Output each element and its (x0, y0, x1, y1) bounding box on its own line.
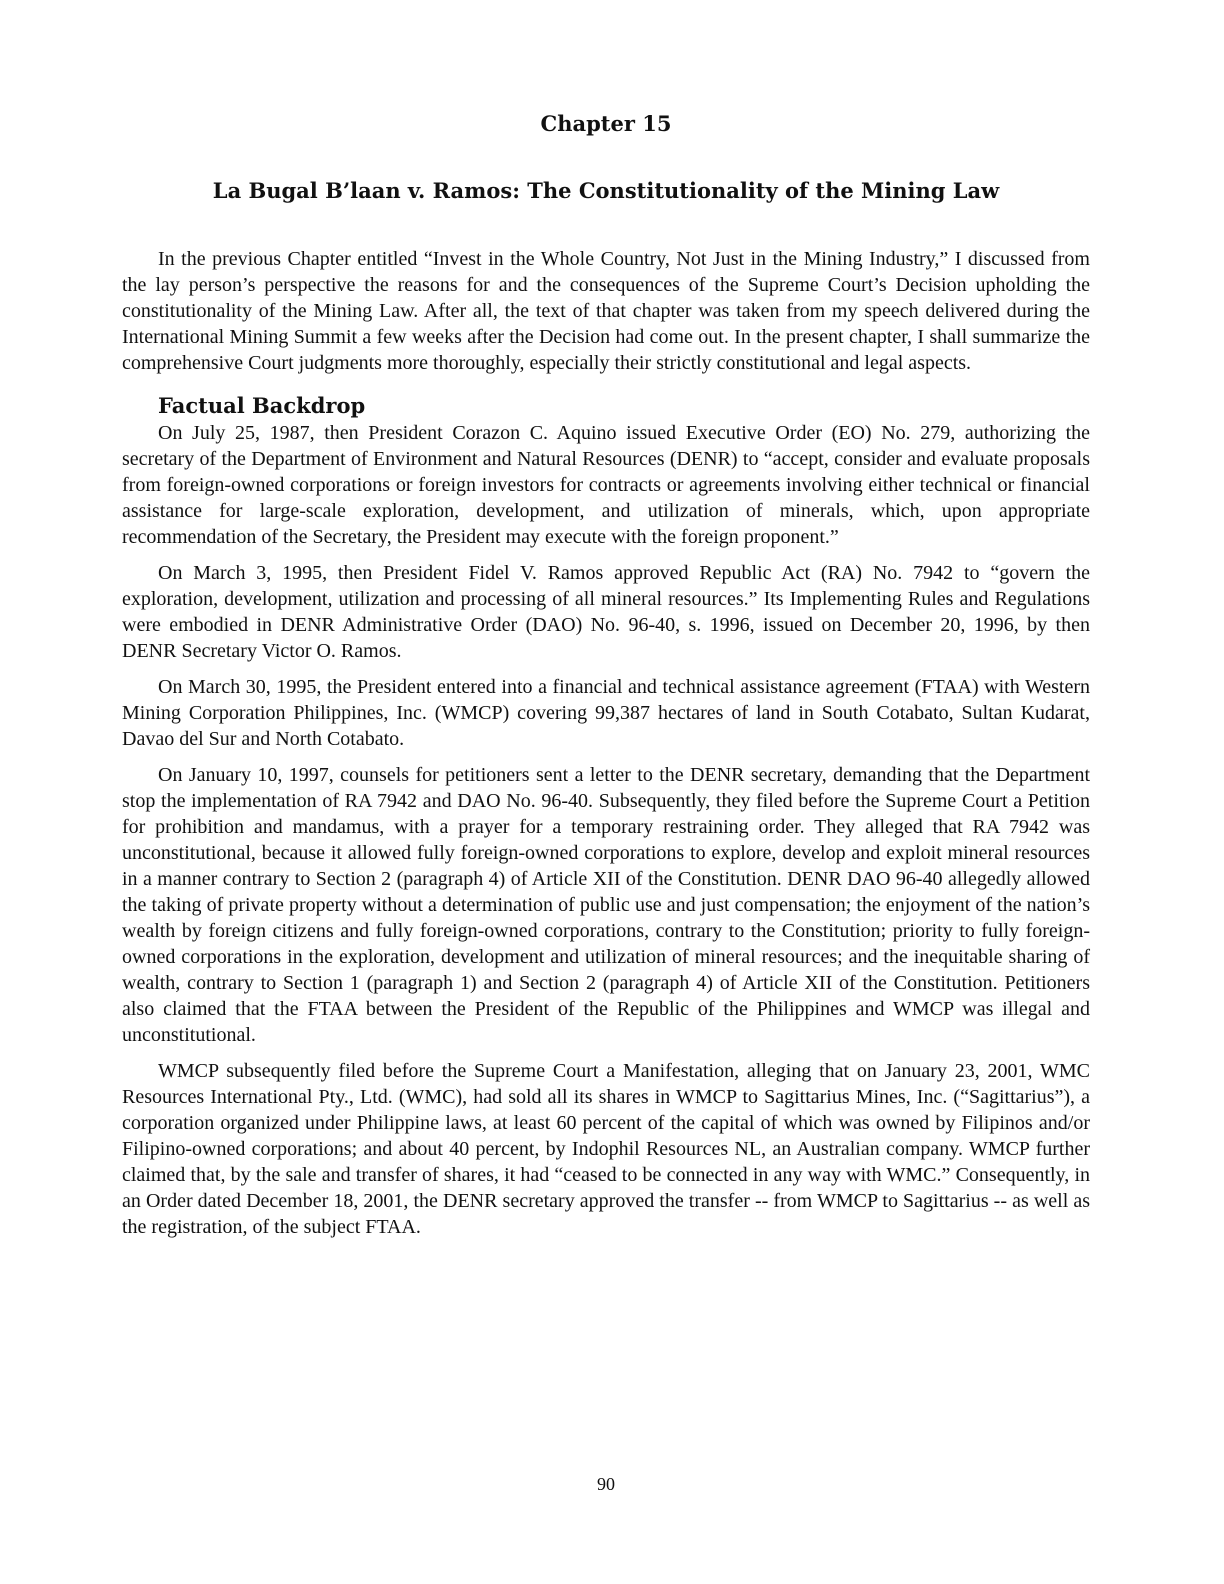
intro-paragraph: In the previous Chapter entitled “Invest in the Whole Country, Not Just in the Mining Industry,” I discussed from the lay person’s perspective the reasons for and the consequences of the Supreme Court’s Decision upholding the constitutionality of the Mining Law. After all, the text of that chapter was taken from my speech delivered during the International Mining Summit a few weeks after the Decision had come out. In the present chapter, I shall summarize the comprehensive Court judgments more thoroughly, especially their strictly constitutional and legal aspects. (122, 248, 1090, 374)
chapter-title: La Bugal B’laan v. Ramos: The Constitutionality of the Mining Law (212, 178, 1000, 203)
body-paragraph: On March 30, 1995, the President entered into a financial and technical assistance agreement (FTAA) with Western Mining Corporation Philippines, Inc. (WMCP) covering 99,387 hectares of land in South Cotabato, Sultan Kudarat, Davao del Sur and North Cotabato. (122, 676, 1090, 750)
body-paragraph: On January 10, 1997, counsels for petitioners sent a letter to the DENR secretary, demanding that the Department stop the implementation of RA 7942 and DAO No. 96-40. Subsequently, they filed before the Supreme Court a Petition for prohibition and mandamus, with a prayer for a temporary restraining order. They alleged that RA 7942 was unconstitutional, because it allowed fully foreign-owned corporations to explore, develop and exploit mineral resources in a manner contrary to Section 2 (paragraph 4) of Article XII of the Constitution. DENR DAO 96-40 allegedly allowed the taking of private property without a determination of public use and just compensation; the enjoyment of the nation’s wealth by foreign citizens and fully foreign-owned corporations, contrary to the Constitution; priority to fully foreign-owned corporations in the exploration, development and utilization of mineral resources; and the inequitable sharing of wealth, contrary to Section 1 (paragraph 1) and Section 2 (paragraph 4) of Article XII of the Constitution. Petitioners also claimed that the FTAA between the President of the Republic of the Philippines and WMCP was illegal and unconstitutional. (122, 764, 1090, 1046)
body-paragraph: On March 3, 1995, then President Fidel V. Ramos approved Republic Act (RA) No. 7942 to “govern the exploration, development, utilization and processing of all mineral resources.” Its Implementing Rules and Regulations were embodied in DENR Administrative Order (DAO) No. 96-40, s. 1996, issued on December 20, 1996, by then DENR Secretary Victor O. Ramos. (122, 562, 1090, 662)
chapter-label: Chapter 15 (540, 111, 672, 136)
document-body (122, 246, 1090, 1250)
document-page (122, 0, 1090, 1584)
body-paragraph: On July 25, 1987, then President Corazon C. Aquino issued Executive Order (EO) No. 279, authorizing the secretary of the Department of Environment and Natural Resources (DENR) to “accept, consider and evaluate proposals from foreign-owned corporations or foreign investors for contracts or agreements involving either technical or financial assistance for large-scale exploration, development, and utilization of minerals, which, upon appropriate recommendation of the Secretary, the President may execute with the foreign proponent.” (122, 422, 1090, 548)
page-number: 90 (597, 1474, 615, 1494)
section-heading: Factual Backdrop (158, 393, 366, 418)
body-paragraph: WMCP subsequently filed before the Supreme Court a Manifestation, alleging that on January 23, 2001, WMC Resources International Pty., Ltd. (WMC), had sold all its shares in WMCP to Sagittarius Mines, Inc. (“Sagittarius”), a corporation organized under Philippine laws, at least 60 percent of the capital of which was owned by Filipinos and/or Filipino-owned corporations; and about 40 percent, by Indophil Resources NL, an Australian company. WMCP further claimed that, by the sale and transfer of shares, it had “ceased to be connected in any way with WMC.” Consequently, in an Order dated December 18, 2001, the DENR secretary approved the transfer -- from WMCP to Sagittarius -- as well as the registration, of the subject FTAA. (122, 1060, 1090, 1238)
